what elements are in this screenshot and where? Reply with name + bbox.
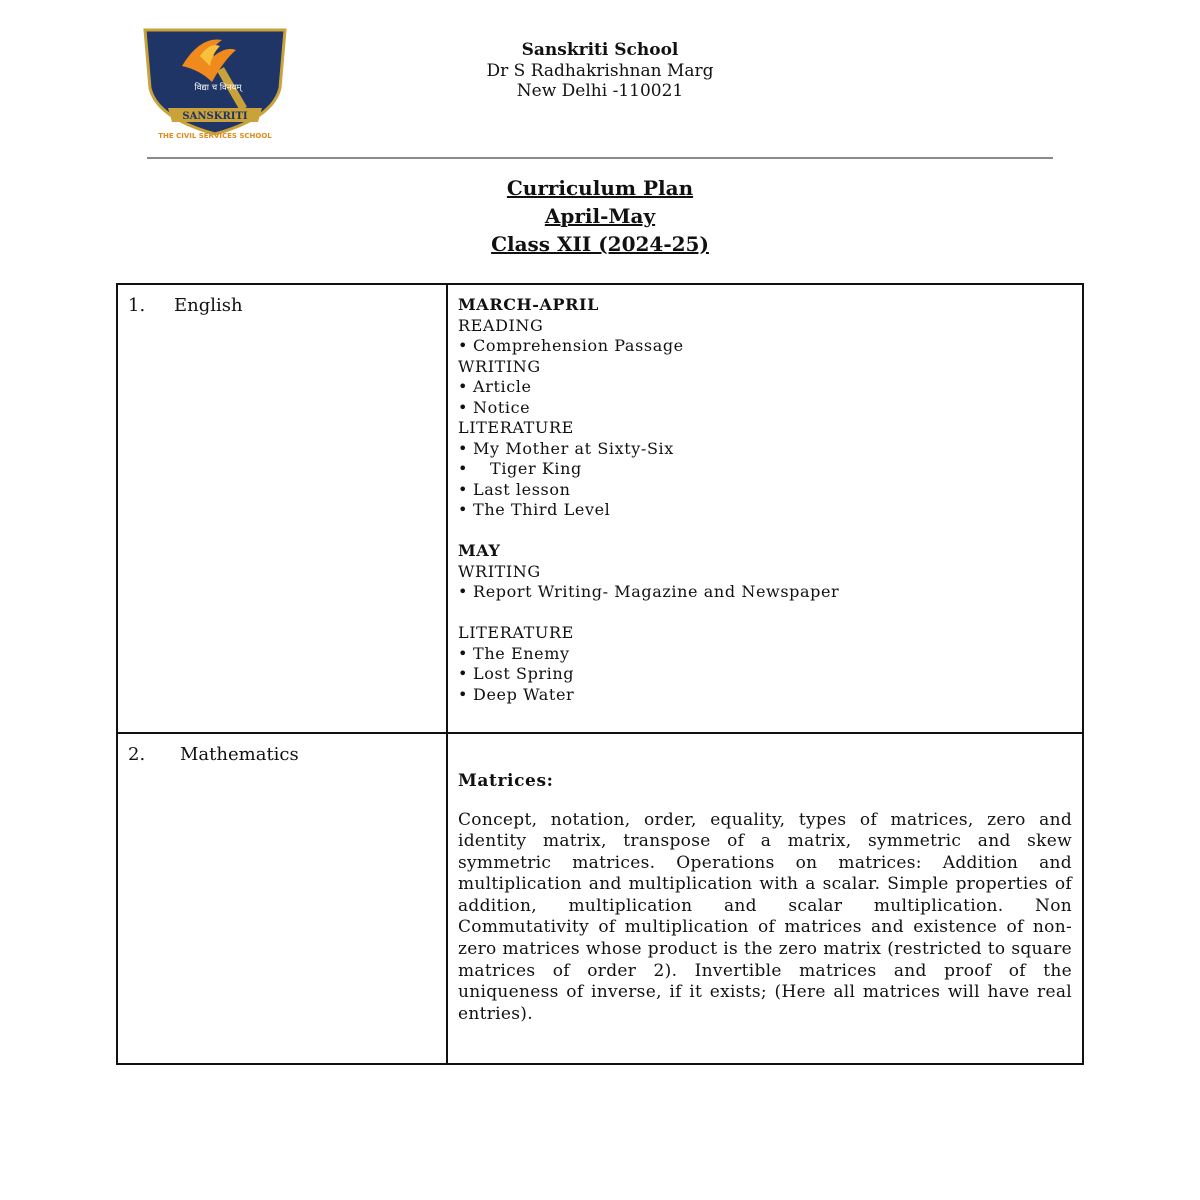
table-row-english <box>117 284 1083 733</box>
row-number: 2. <box>128 744 146 765</box>
list-item: • Tiger King <box>458 459 1072 480</box>
logo-tagline: THE CIVIL SERVICES SCHOOL <box>158 132 272 140</box>
address-street: Dr S Radhakrishnan Marg <box>486 60 714 81</box>
list-item: • Lost Spring <box>458 664 1072 685</box>
document-title <box>300 174 900 258</box>
curriculum-table <box>116 283 1084 1065</box>
spacer <box>458 603 1072 624</box>
section-label: LITERATURE <box>458 623 574 642</box>
list-item: • The Third Level <box>458 500 1072 521</box>
list-item: • Notice <box>458 398 1072 419</box>
list-item: • The Enemy <box>458 644 1072 665</box>
logo-motto: विद्या च विनयम् <box>194 83 242 93</box>
subject-cell <box>117 284 447 733</box>
subject-cell <box>117 733 447 1064</box>
subject-name: English <box>174 295 243 316</box>
school-name: Sanskriti School <box>521 40 679 60</box>
title-line-3: Class XII (2024-25) <box>491 232 709 256</box>
list-item: • Report Writing- Magazine and Newspaper <box>458 582 1072 603</box>
logo-banner-text: SANSKRITI <box>182 111 248 122</box>
section-label: LITERATURE <box>458 418 574 437</box>
math-topic-title: Matrices: <box>458 771 554 791</box>
address-city: New Delhi -110021 <box>516 81 684 101</box>
list-item: • My Mother at Sixty-Six <box>458 439 1072 460</box>
section-label: WRITING <box>458 561 541 581</box>
english-content-cell <box>447 284 1083 733</box>
list-item: • Deep Water <box>458 685 1072 706</box>
table-row-mathematics <box>117 733 1083 1064</box>
school-logo <box>140 26 290 144</box>
english-topic-list <box>458 295 1072 705</box>
list-item: • Article <box>458 377 1072 398</box>
list-item: • Last lesson <box>458 480 1072 501</box>
row-number: 1. <box>128 295 146 316</box>
section-label: READING <box>458 315 544 335</box>
header-divider <box>147 157 1053 159</box>
title-line-2: April-May <box>544 204 656 228</box>
math-topic-description: Concept, notation, order, equality, types of matrices, zero and identity matrix, transpose of a matrix, symmetric and skew symmetric matrices. Operations on matrices: Addition and multiplication and multiplication with a scalar. Simple properties of addition, multiplication and scalar multiplication. Non Commutativity of multiplication of matrices and existence of non-zero matrices whose product is the zero matrix (restricted to square matrices of order 2). Invertible matrices and proof of the uniqueness of inverse, if it exists; (Here all matrices will have real entries). <box>458 809 1072 1024</box>
period-heading: MARCH-APRIL <box>458 295 599 314</box>
school-address <box>400 40 800 102</box>
spacer <box>458 521 1072 542</box>
period-heading: MAY <box>458 541 501 560</box>
list-item: • Comprehension Passage <box>458 336 1072 357</box>
mathematics-content-cell <box>447 733 1083 1064</box>
subject-name: Mathematics <box>180 744 299 765</box>
title-line-1: Curriculum Plan <box>506 176 694 200</box>
section-label: WRITING <box>458 356 541 376</box>
